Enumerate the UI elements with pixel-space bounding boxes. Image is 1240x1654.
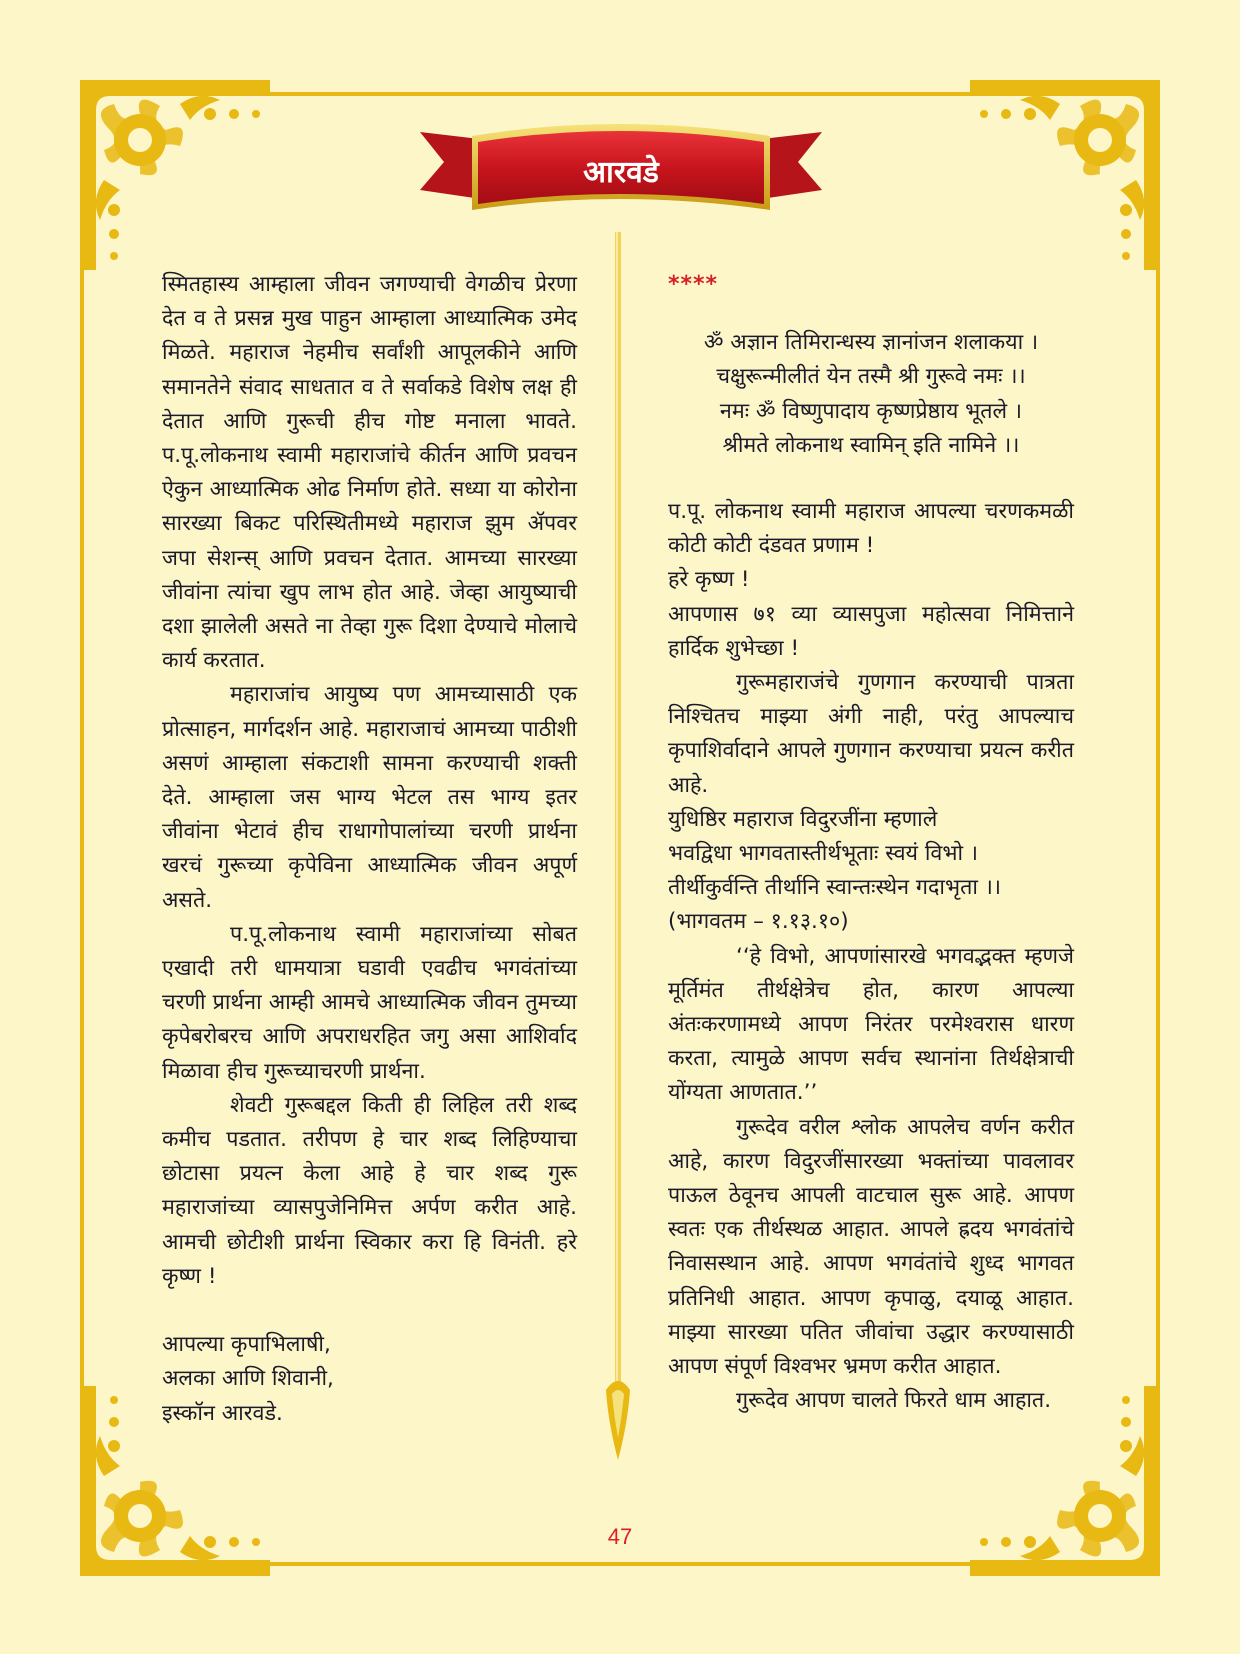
signature-line: अलका आणि शिवानी,	[162, 1366, 334, 1392]
paragraph: महाराजांच आयुष्य पण आमच्यासाठी एक प्रोत्साहन, मार्गदर्शन आहे. महाराजाचं आमच्या पाठीशी असणं आम्हाला संकटाशी सामना करण्याची शक्ती देते. आम्हाला जस भाग्य भेटल तस भाग्य इतर जीवांना भेटावं हीच राधागोपालांच्या चरणी प्रार्थना खरचं गुरूच्या कृपेविना आध्यात्मिक जीवन अपूर्ण असते.	[162, 682, 577, 913]
paragraph: गुरूमहाराजंचे गुणगान करण्याची पात्रता निश्चितच माझ्या अंगी नाही, परंतु आपल्याच कृपाशिर्वादाने आपले गुणगान करण्याचा प्रयत्न करीत आहे.	[668, 670, 1074, 798]
greeting: प.पू. लोकनाथ स्वामी महाराज आपल्या चरणकमळी कोटी कोटी दंडवत प्रणाम !	[668, 499, 1074, 559]
hare-krishna: हरे कृष्ण !	[668, 567, 750, 593]
verse-line: श्रीमते लोकनाथ स्वामिन् इति नामिने ।।	[722, 432, 1020, 458]
paragraph: प.पू.लोकनाथ स्वामी महाराजांच्या सोबत एखादी तरी धामयात्रा घडावी एवढीच भगवंतांच्या चरणी प्रार्थना आम्ही आमचे आध्यात्मिक जीवन तुमच्या कृपेबरोबरच आणि अपराधरहित जगु असा आशिर्वाद मिळावा हीच गुरूच्याचरणी प्रार्थना.	[162, 921, 577, 1084]
stars-decoration: ****	[668, 272, 719, 297]
corner-ornament-icon	[70, 70, 280, 280]
corner-ornament-icon	[960, 70, 1170, 280]
page-title: आरवडे	[583, 155, 659, 190]
quote-line: तीर्थीकुर्वन्ति तीर्थानि स्वान्तःस्थेन गदाभृता ।।	[668, 875, 1002, 901]
quote-reference: (भागवतम – १.१३.१०)	[668, 909, 849, 935]
verse-block	[668, 326, 1074, 463]
paragraph: गुरूदेव वरील श्लोक आपलेच वर्णन करीत आहे, कारण विदुरजींसारख्या भक्तांच्या पावलावर पाऊल ठेवूनच आपली वाटचाल सुरू आहे. आपण स्वतः एक तीर्थस्थळ आहात. आपले ह्रदय भगवंतांचे निवासस्थान आहे. आपण भगवंतांचे शुध्द भागवत प्रतिनिधी आहात. आपण कृपाळु, दयाळू आहात. माझ्या सारख्या पतित जीवांचा उद्धार करण्यासाठी आपण संपूर्ण विश्वभर भ्रमण करीत आहात.	[668, 1114, 1074, 1380]
paragraph: स्मितहास्य आम्हाला जीवन जगण्याची वेगळीच प्रेरणा देत व ते प्रसन्न मुख पाहुन आम्हाला आध्यात्मिक उमेद मिळते. महाराज नेहमीच सर्वांशी आपूलकीने आणि समानतेने संवाद साधतात व ते सर्वाकडे विशेष लक्ष ही देतात आणि गुरूची हीच गोष्ट मनाला भावते. प.पू.लोकनाथ स्वामी महाराजांचे कीर्तन आणि प्रवचन ऐकुन आध्यात्मिक ओढ निर्माण होते. सध्या या कोरोना सारख्या बिकट परिस्थितीमध्ये महाराज झुम ॲपवर जपा सेशन्स् आणि प्रवचन देतात. आमच्या सारख्या जीवांना त्यांचा खुप लाभ होत आहे. जेव्हा आयुष्याची दशा झालेली असते ना तेव्हा गुरू दिशा देण्याचे मोलाचे कार्य करतात.	[162, 272, 577, 674]
paragraph: ‘‘हे विभो, आपणांसारखे भगवद्भक्त म्हणजे मूर्तिमंत तीर्थक्षेत्रेच होत, कारण आपल्या अंतःकरणामध्ये आपण निरंतर परमेश्वरास धारण करता, त्यामुळे आपण सर्वच स्थानांना तिर्थक्षेत्राची योंग्यता आणतात.’’	[668, 943, 1074, 1106]
left-column	[162, 268, 577, 1431]
quote-line: भवद्विधा भागवतास्तीर्थभूताः स्वयं विभो ।	[668, 841, 979, 867]
verse-line: ॐ अज्ञान तिमिरान्धस्य ज्ञानांजन शलाकया ।	[703, 330, 1039, 356]
page-number: 47	[607, 1524, 633, 1549]
frame-bottom-line	[250, 1562, 990, 1566]
right-column	[668, 268, 1074, 1419]
signature-line: आपल्या कृपाभिलाषी,	[162, 1332, 331, 1358]
verse-line: नमः ॐ विष्णुपादाय कृष्णप्रेष्ठाय भूतले ।	[719, 398, 1023, 424]
verse-line: चक्षुरून्मीलीतं येन तस्मै श्री गुरूवे नमः ।।	[716, 364, 1026, 390]
frame-right-line	[1156, 250, 1160, 1420]
frame-top-line	[250, 92, 990, 96]
column-divider-icon	[598, 232, 638, 1462]
frame-left-line	[80, 250, 84, 1420]
wishes: आपणास ७१ व्या व्यासपुजा महोत्सवा निमित्ताने हार्दिक शुभेच्छा !	[668, 601, 1074, 661]
paragraph: शेवटी गुरूबद्दल किती ही लिहिल तरी शब्द कमीच पडतात. तरीपण हे चार शब्द लिहिण्याचा छोटासा प्रयत्न केला आहे हे चार शब्द गुरू महाराजांच्या व्यासपुजेनिमित्त अर्पण करीत आहे. आमची छोटीशी प्रार्थना स्विकार करा हि विनंती. हरे कृष्ण !	[162, 1092, 577, 1289]
paragraph: गुरूदेव आपण चालते फिरते धाम आहात.	[736, 1388, 1052, 1414]
quote-intro: युधिष्ठिर महाराज विदुरजींना म्हणाले	[668, 806, 938, 832]
signature-line: इस्कॉन आरवडे.	[162, 1400, 283, 1426]
